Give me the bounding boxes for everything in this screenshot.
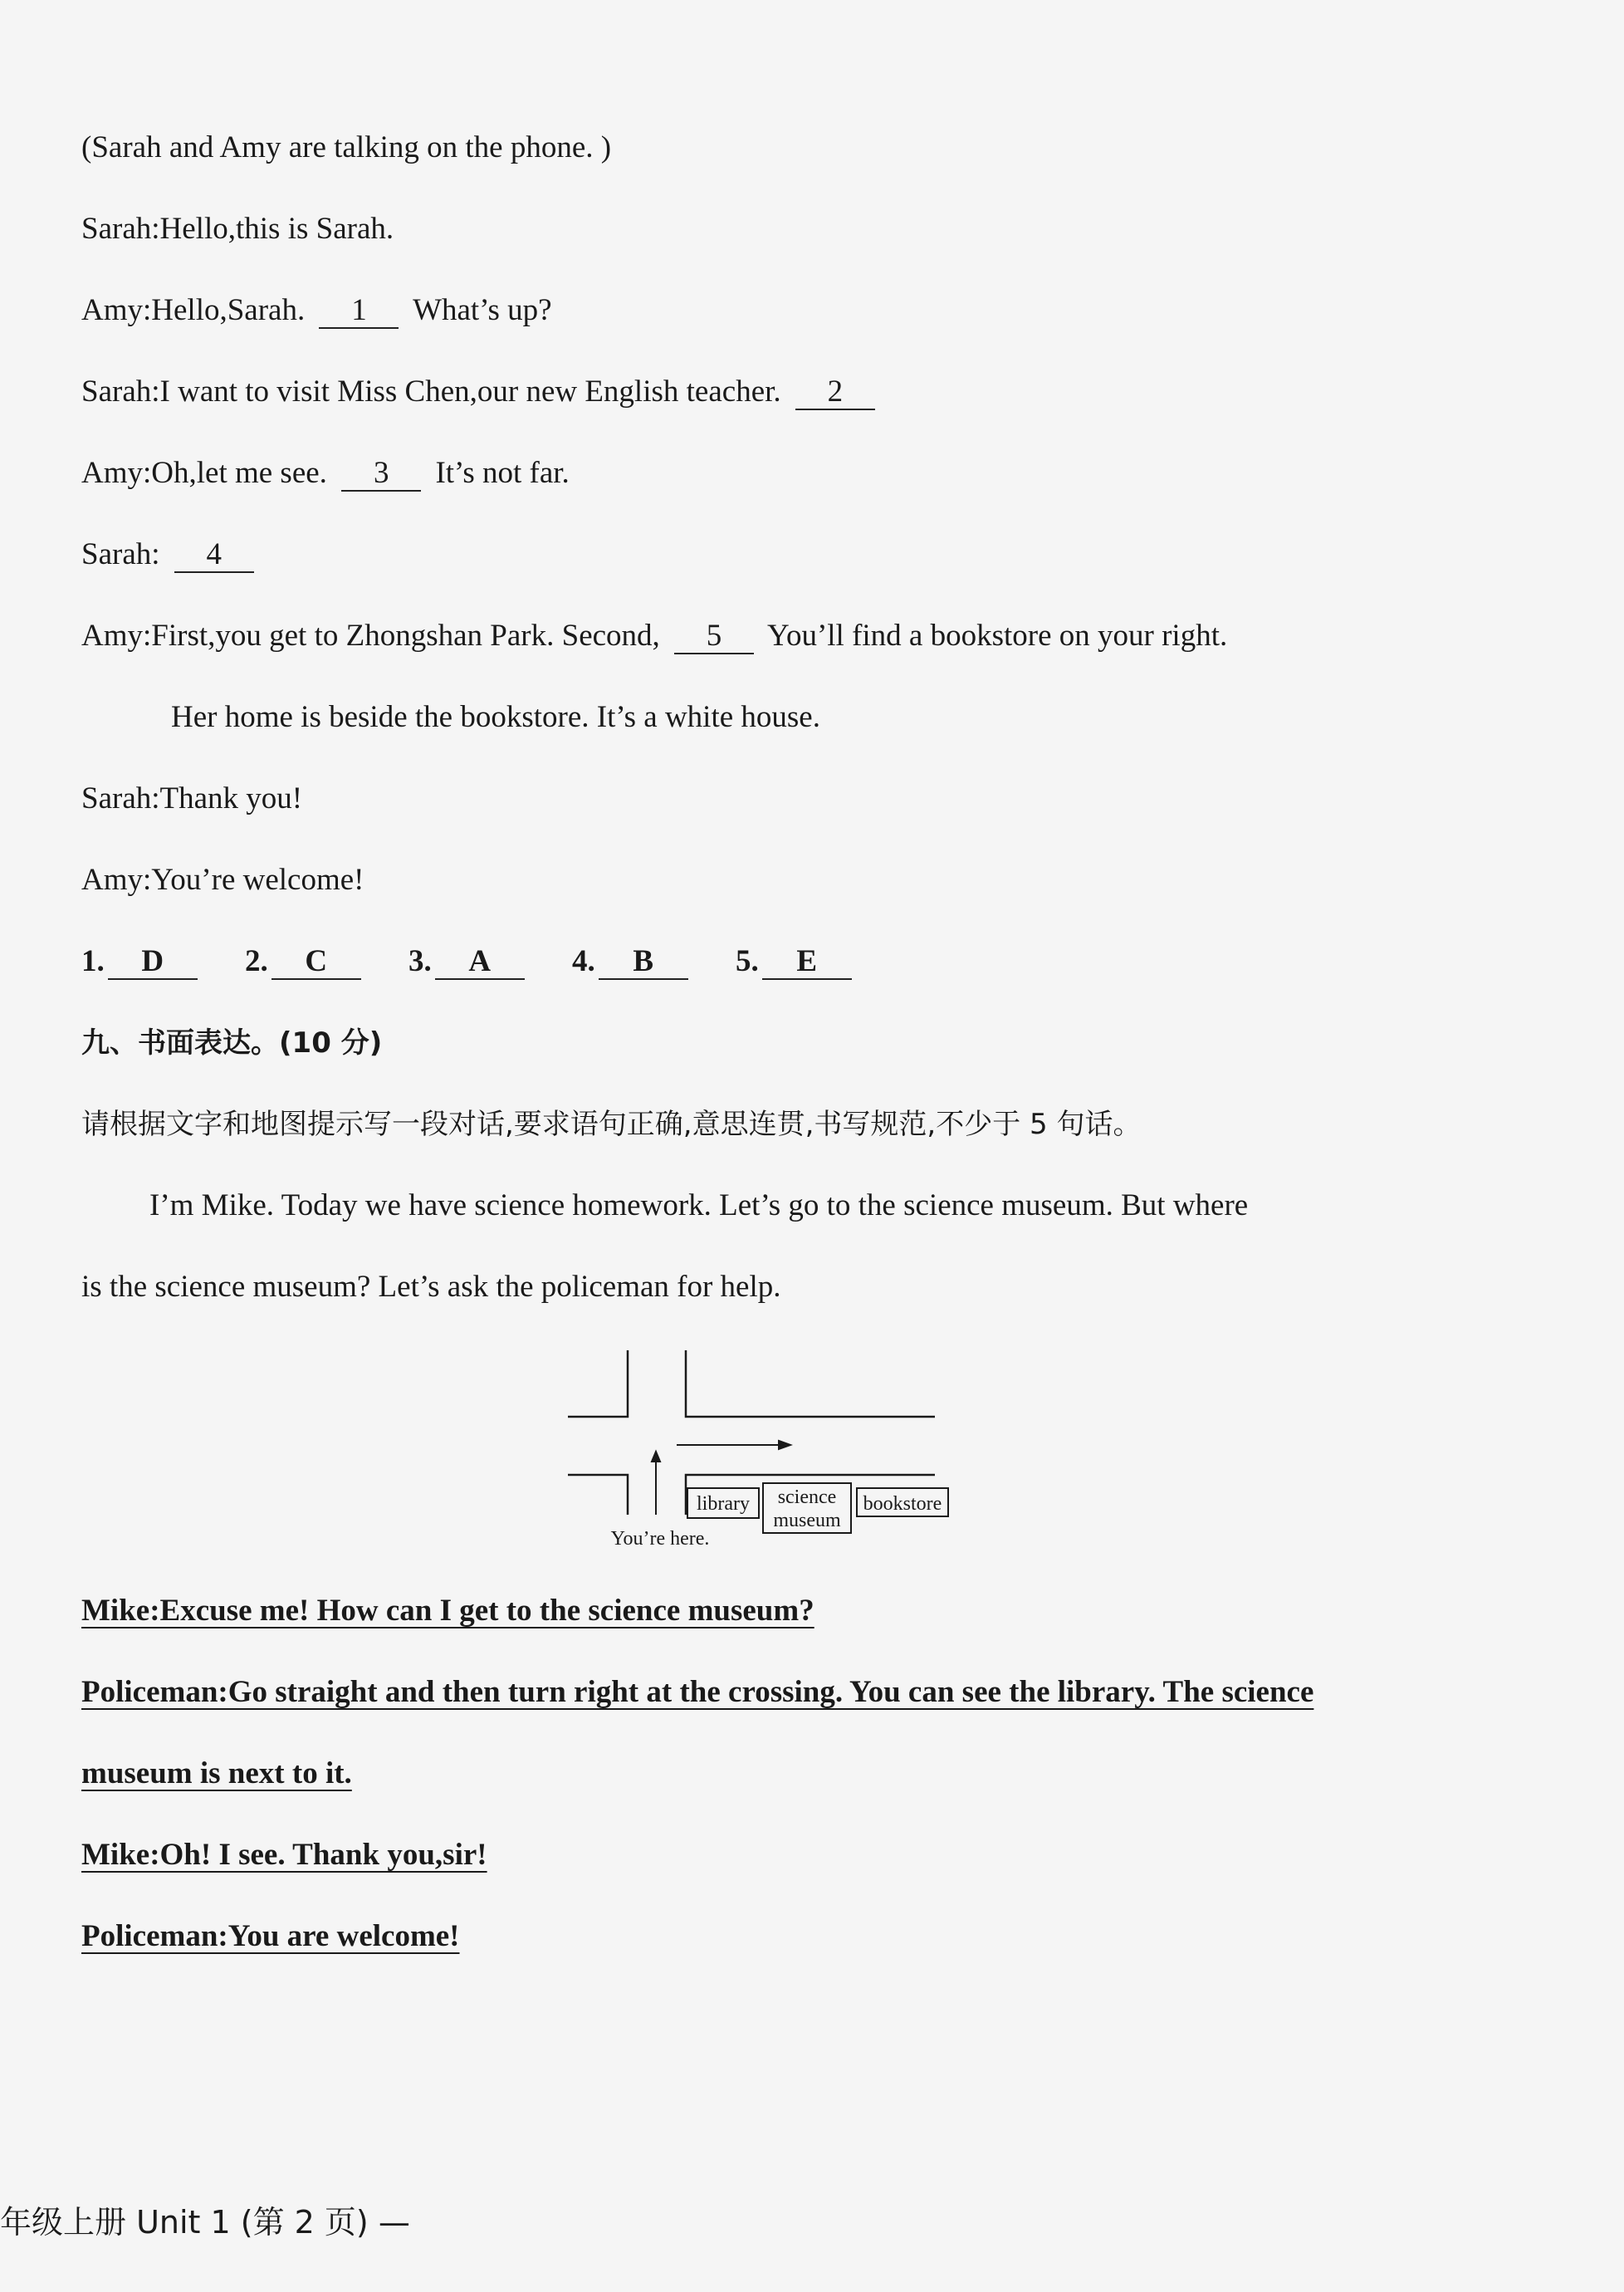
answer-5: 5. E <box>736 942 855 982</box>
answer-dialogue-5: Policeman:You are welcome! <box>81 1919 460 1953</box>
map-label-you-here: You’re here. <box>610 1528 710 1550</box>
answer-1: 1. D <box>81 942 201 982</box>
map-label-science: science <box>777 1486 837 1508</box>
dialogue-line-5: Sarah: 4 <box>81 535 261 575</box>
dialogue-line-4: Amy:Oh,let me see. 3 It’s not far. <box>81 456 570 490</box>
map-label-museum: museum <box>773 1510 841 1531</box>
dialogue-line-3: Sarah:I want to visit Miss Chen,our new English teacher. 2 <box>81 372 882 412</box>
answer-dialogue-2: Policeman:Go straight and then turn right at the crossing. You can see the library. The science <box>81 1675 1314 1709</box>
answer-dialogue-1: Mike:Excuse me! How can I get to the science museum? <box>81 1594 814 1628</box>
map-label-library: library <box>697 1493 750 1515</box>
blank-1: 1 <box>319 294 399 329</box>
map-label-bookstore: bookstore <box>863 1493 942 1515</box>
page-footer: 年级上册 Unit 1 (第 2 页) — <box>0 2204 410 2241</box>
arrow-up-icon <box>652 1452 660 1462</box>
dialogue-line-2: Amy:Hello,Sarah. 1 What’s up? <box>81 293 552 327</box>
dialogue-line-6b: Her home is beside the bookstore. It’s a white house. <box>171 700 820 734</box>
blank-4: 4 <box>174 538 254 573</box>
map-roads <box>568 1350 935 1515</box>
street-map <box>556 1337 971 1553</box>
dialogue-line-8: Amy:You’re welcome! <box>81 863 364 897</box>
answer-dialogue-3: museum is next to it. <box>81 1756 352 1790</box>
answer-3: 3. A <box>408 942 528 982</box>
answer-dialogue-4: Mike:Oh! I see. Thank you,sir! <box>81 1838 487 1872</box>
answer-4: 4. B <box>572 942 692 982</box>
blank-3: 3 <box>341 457 421 492</box>
blank-2: 2 <box>795 375 875 410</box>
answer-2: 2. C <box>245 942 364 982</box>
answer-row <box>81 942 892 982</box>
blank-5: 5 <box>674 620 754 654</box>
passage-line-1: I’m Mike. Today we have science homework. Let’s go to the science museum. But where <box>149 1188 1249 1222</box>
section-instruction: 请根据文字和地图提示写一段对话,要求语句正确,意思连贯,书写规范,不少于 5 句话。 <box>81 1108 1142 1141</box>
dialogue-intro: (Sarah and Amy are talking on the phone. ) <box>81 130 612 164</box>
dialogue-line-6: Amy:First,you get to Zhongshan Park. Second, 5 You’ll find a bookstore on your right. <box>81 619 1228 653</box>
section-title: 九、书面表达。(10 分) <box>81 1026 383 1060</box>
passage-line-2: is the science museum? Let’s ask the policeman for help. <box>81 1270 781 1304</box>
dialogue-line-1: Sarah:Hello,this is Sarah. <box>81 212 394 246</box>
arrow-right-icon <box>779 1441 790 1449</box>
dialogue-line-7: Sarah:Thank you! <box>81 781 303 815</box>
